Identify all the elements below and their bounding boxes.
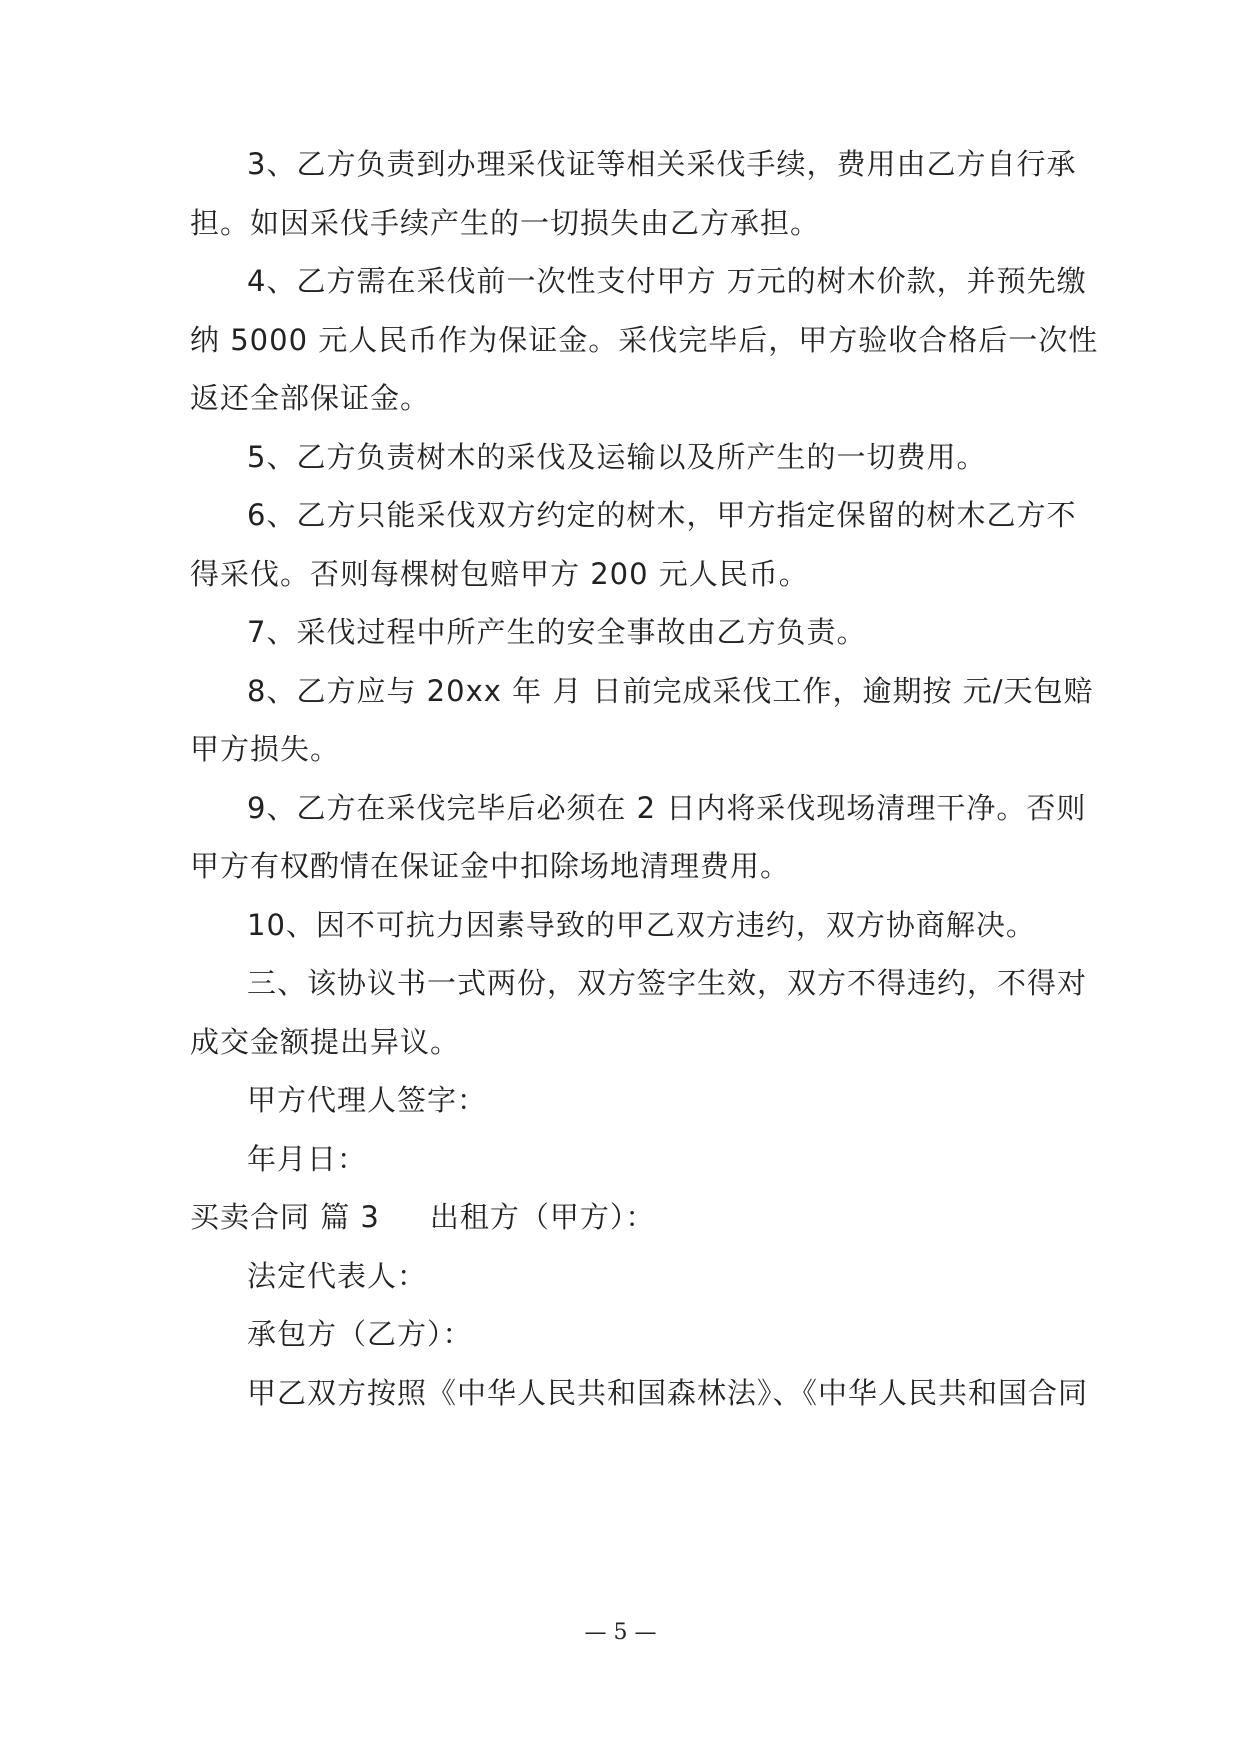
lessor-label: 出租方（甲方）： [429, 1200, 656, 1234]
party-a-agent-signature-label: 甲方代理人签字： [247, 1083, 488, 1117]
clause-4-line-1: 4、乙方需在采伐前一次性支付甲方 万元的树木价款，并预先缴 [247, 264, 1087, 298]
preamble-line: 甲乙双方按照《中华人民共和国森林法》、《中华人民共和国合同 [247, 1376, 1089, 1410]
clause-5-line-1: 5、乙方负责树木的采伐及运输以及所产生的一切费用。 [247, 440, 987, 474]
clause-3-line-1: 3、乙方负责到办理采伐证等相关采伐手续，费用由乙方自行承 [247, 147, 1077, 181]
section-three-line-1: 三、该协议书一式两份，双方签字生效，双方不得违约，不得对 [247, 966, 1088, 1000]
clause-6-line-1: 6、乙方只能采伐双方约定的树木，甲方指定保留的树木乙方不 [247, 498, 1077, 532]
clause-4-line-2: 纳 5000 元人民币作为保证金。采伐完毕后，甲方验收合格后一次性 [190, 323, 1099, 357]
clause-3-line-2: 担。如因采伐手续产生的一切损失由乙方承担。 [190, 206, 821, 240]
clause-9-line-1: 9、乙方在采伐完毕后必须在 2 日内将采伐现场清理干净。否则 [247, 791, 1087, 825]
clause-6-line-2: 得采伐。否则每棵树包赔甲方 200 元人民币。 [190, 557, 809, 591]
section-title: 买卖合同 篇 3 [190, 1200, 380, 1234]
contractor-label: 承包方（乙方）： [247, 1317, 473, 1351]
clause-8-line-2: 甲方损失。 [190, 732, 341, 766]
clause-4-line-3: 返还全部保证金。 [190, 381, 431, 415]
page-number: — 5 — [584, 1620, 657, 1645]
section-three-line-2: 成交金额提出异议。 [190, 1025, 461, 1059]
clause-10-line-1: 10、因不可抗力因素导致的甲乙双方违约，双方协商解决。 [247, 908, 1036, 942]
clause-9-line-2: 甲方有权酌情在保证金中扣除场地清理费用。 [190, 849, 791, 883]
clause-8-line-1: 8、乙方应与 20xx 年 月 日前完成采伐工作，逾期按 元/天包赔 [247, 674, 1094, 708]
section-heading [190, 1197, 655, 1237]
date-label: 年月日： [247, 1142, 368, 1176]
legal-representative-label: 法定代表人： [247, 1259, 428, 1293]
clause-7-line-1: 7、采伐过程中所产生的安全事故由乙方负责。 [247, 615, 867, 649]
